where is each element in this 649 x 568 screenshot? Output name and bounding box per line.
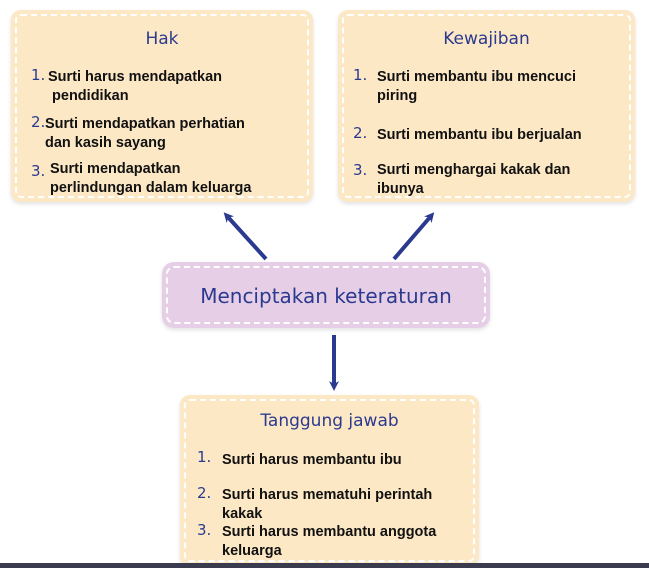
- hak-item-1-text: Surti harus mendapatkan pendidikan: [48, 69, 223, 104]
- kewajiban-title: Kewajiban: [443, 29, 530, 49]
- kewajiban-item-2-number: 2.: [353, 124, 368, 142]
- tanggung-jawab-item-2-number: 2.: [197, 484, 212, 502]
- center-box: [166, 266, 486, 324]
- hak-item-1-number: 1.: [31, 66, 46, 84]
- kewajiban-item-3-text: Surti menghargai kakak dan ibunya: [377, 162, 571, 197]
- tanggung-jawab-item-3-text: Surti harus membantu anggota keluarga: [222, 524, 437, 559]
- kewajiban-item-2-text: Surti membantu ibu berjualan: [377, 127, 582, 143]
- bottom-frame-line: [0, 563, 649, 568]
- hak-item-3-text: Surti mendapatkan perlindungan dalam keluarga: [50, 161, 252, 196]
- hak-title: Hak: [145, 29, 179, 49]
- tanggung-jawab-card: [184, 399, 475, 562]
- tanggung-jawab-item-1-text: Surti harus membantu ibu: [222, 452, 402, 468]
- tanggung-jawab-item-2-text: Surti harus mematuhi perintah kakak: [222, 487, 433, 522]
- tanggung-jawab-item-1-number: 1.: [197, 448, 212, 466]
- tanggung-jawab-item-3-number: 3.: [197, 521, 212, 539]
- kewajiban-item-3-number: 3.: [353, 161, 368, 179]
- kewajiban-item-1-text: Surti membantu ibu mencuci piring: [377, 69, 576, 104]
- center-label: Menciptakan keteraturan: [200, 284, 452, 308]
- tanggung-jawab-title: Tanggung jawab: [260, 411, 399, 431]
- arrow-to-hak: [227, 216, 266, 259]
- hak-item-2-text: Surti mendapatkan perhatian dan kasih sayang: [45, 116, 245, 151]
- hak-item-3-number: 3.: [31, 162, 46, 180]
- arrow-to-kewajiban: [394, 216, 431, 259]
- kewajiban-item-1-number: 1.: [353, 66, 368, 84]
- hak-item-2-number: 2.: [31, 113, 46, 131]
